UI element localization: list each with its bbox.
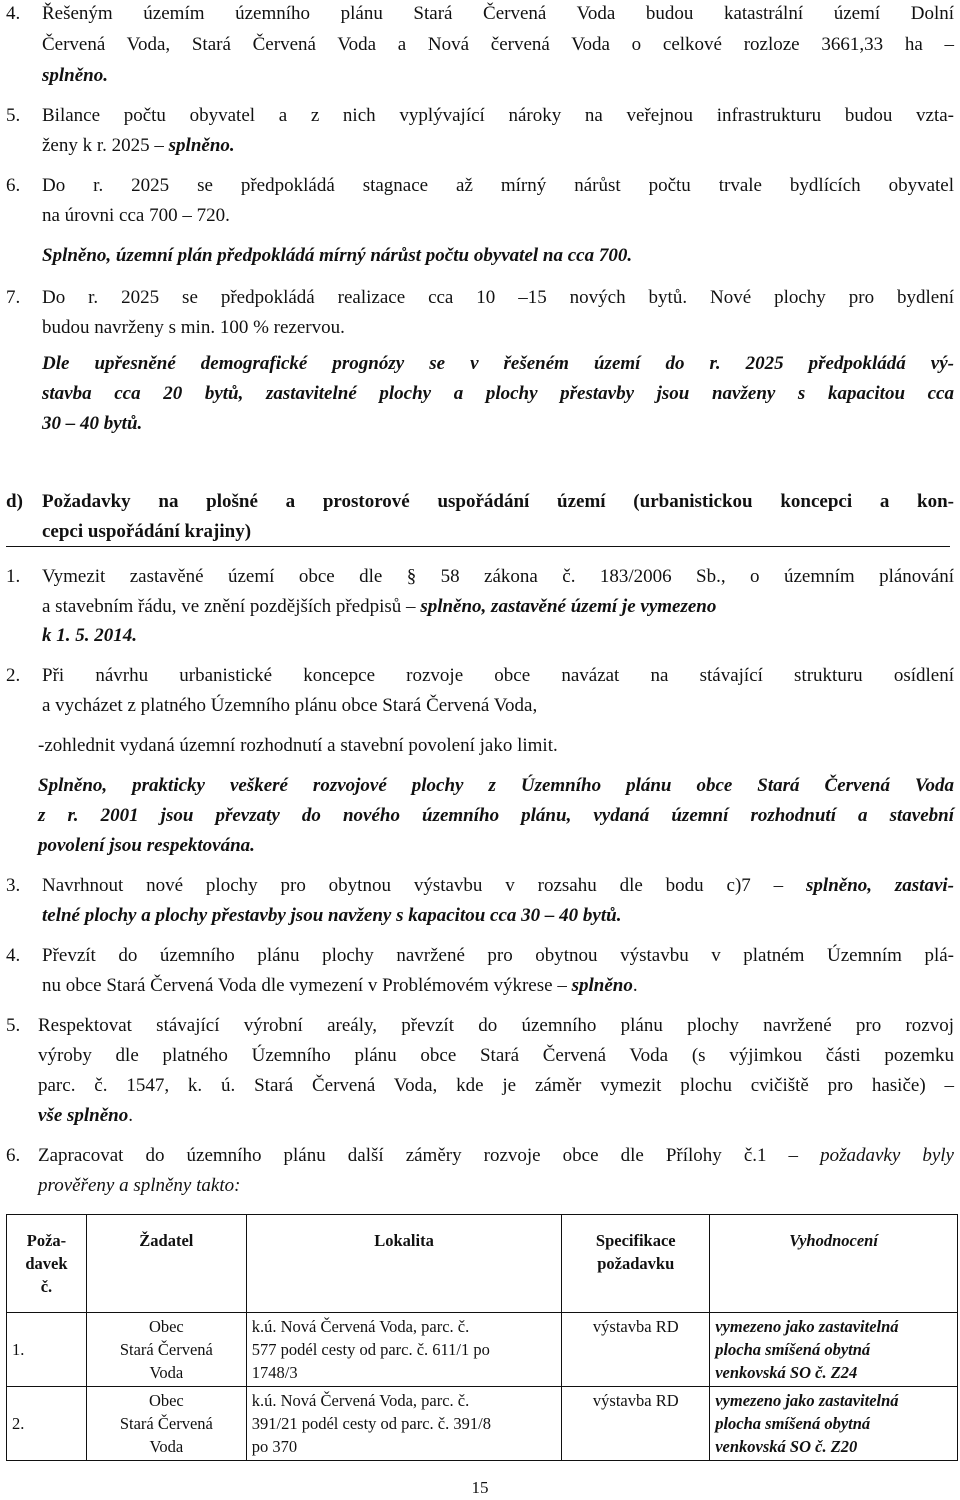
row-locality: k.ú. Nová Červená Voda, parc. č. 577 podél cesty od parc. č. 611/1 po 1748/3 [246, 1313, 562, 1387]
item-7-number: 7. [6, 287, 21, 308]
d2-status-line-3: povolení jsou respektována. [38, 835, 255, 856]
item-7-line-1: Do r. 2025 se předpokládá realizace cca 10 –15 nových bytů. Nové plochy pro bydlení [42, 287, 954, 308]
item-5-line-2 [42, 134, 235, 158]
d6-line-1 [38, 1144, 954, 1168]
header-evaluation: Vyhodnocení [710, 1215, 958, 1313]
row-specification: výstavba RD [562, 1313, 710, 1387]
item-5-number: 5. [6, 105, 21, 126]
d2-line-3: -zohlednit vydaná územní rozhodnutí a stavební povolení jako limit. [38, 735, 558, 756]
d2-line-2: a vycházet z platného Územního plánu obce Stará Červená Voda, [42, 695, 538, 716]
d1-status-date: k 1. 5. 2014. [42, 625, 137, 646]
item-7-status-line-1: Dle upřesněné demografické prognózy se v řešeném území do r. 2025 předpokládá vý- [42, 353, 954, 374]
requests-table [6, 1214, 958, 1461]
d4-line-1: Převzít do územního plánu plochy navržené pro obytnou výstavbu v platném Územním plá- [42, 945, 954, 966]
header-specification: Specifikace požadavku [562, 1215, 710, 1313]
page-number: 15 [471, 1478, 489, 1497]
section-d-heading-line-2: cepci uspořádání krajiny) [42, 521, 252, 542]
item-5-line-2-text: ženy k r. 2025 – [42, 135, 169, 156]
item-6-status: Splněno, územní plán předpokládá mírný nárůst počtu obyvatel na cca 700. [42, 245, 633, 266]
d1-status: splněno, zastavěné území je vymezeno [420, 596, 717, 617]
d3-status-line-2: telné plochy a plochy přestavby jsou navženy s kapacitou cca 30 – 40 bytů. [42, 905, 622, 926]
row-evaluation: vymezeno jako zastavitelná plocha smíšená obytná venkovská SO č. Z24 [710, 1313, 958, 1387]
item-4-number: 4. [6, 3, 21, 24]
item-6-line-1: Do r. 2025 se předpokládá stagnace až mírný nárůst počtu trvale bydlících obyvatel [42, 175, 954, 196]
item-6-number: 6. [6, 175, 21, 196]
d5-period: . [128, 1105, 133, 1126]
d5-line-3: parc. č. 1547, k. ú. Stará Červená Voda, kde je záměr vymezit plochu cvičiště pro hasiče) – [38, 1075, 954, 1096]
d5-line-2: výroby dle platného Územního plánu obce Stará Červená Voda (s výjimkou části pozemku [38, 1045, 954, 1066]
d6-line-2: prověřeny a splněny takto: [38, 1175, 241, 1196]
d6-status: požadavky byly [820, 1145, 954, 1166]
d4-line-2 [42, 974, 638, 998]
d4-number: 4. [6, 945, 21, 966]
header-applicant: Žadatel [86, 1215, 246, 1313]
d3-line-1-text: Navrhnout nové plochy pro obytnou výstavbu v rozsahu dle bodu c)7 – [42, 875, 807, 896]
d5-status: vše splněno [38, 1105, 129, 1126]
d2-status-line-2: z r. 2001 jsou převzaty do nového územního plánu, vydaná územní rozhodnutí a stavební [38, 805, 954, 826]
row-evaluation: vymezeno jako zastavitelná plocha smíšená obytná venkovská SO č. Z20 [710, 1387, 958, 1461]
d5-line-4 [38, 1104, 133, 1128]
table-header-row [7, 1215, 958, 1313]
header-request-number: Poža- davek č. [7, 1215, 87, 1313]
row-specification: výstavba RD [562, 1387, 710, 1461]
item-5-line-1: Bilance počtu obyvatel a z nich vyplývající nároky na veřejnou infrastrukturu budou vzta- [42, 105, 954, 126]
d4-status: splněno [571, 975, 633, 996]
section-d-underline [6, 546, 950, 547]
d3-number: 3. [6, 875, 21, 896]
d1-number: 1. [6, 566, 21, 587]
item-4-line-2: Červená Voda, Stará Červená Voda a Nová červená Voda o celkové rozloze 3661,33 ha – [42, 34, 954, 55]
row-number: 1. [7, 1313, 87, 1387]
table-row [7, 1387, 958, 1461]
section-d-heading-line-1: Požadavky na plošné a prostorové uspořádání území (urbanistickou koncepci a kon- [42, 491, 954, 512]
row-number: 2. [7, 1387, 87, 1461]
d1-line-2 [42, 595, 716, 619]
d2-number: 2. [6, 665, 21, 686]
item-6-line-2: na úrovni cca 700 – 720. [42, 205, 230, 226]
item-4-line-1: Řešeným územím územního plánu Stará Červená Voda budou katastrální území Dolní [42, 3, 954, 24]
d1-line-2-text: a stavebním řádu, ve znění pozdějších předpisů – [42, 596, 421, 617]
d2-status-line-1: Splněno, prakticky veškeré rozvojové plochy z Územního plánu obce Stará Červená Voda [38, 775, 954, 796]
item-7-line-2: budou navrženy s min. 100 % rezervou. [42, 317, 345, 338]
d5-line-1: Respektovat stávající výrobní areály, převzít do územního plánu plochy navržené pro rozvoj [38, 1015, 954, 1036]
header-locality: Lokalita [246, 1215, 562, 1313]
row-locality: k.ú. Nová Červená Voda, parc. č. 391/21 podél cesty od parc. č. 391/8 po 370 [246, 1387, 562, 1461]
item-5-status: splněno. [168, 135, 235, 156]
section-d-letter: d) [6, 491, 23, 512]
row-applicant: Obec Stará Červená Voda [86, 1313, 246, 1387]
d3-line-1 [42, 874, 954, 898]
d1-line-1: Vymezit zastavěné území obce dle § 58 zákona č. 183/2006 Sb., o územním plánování [42, 566, 954, 587]
d4-period: . [632, 975, 638, 996]
d5-number: 5. [6, 1015, 21, 1036]
item-7-status-line-2: stavba cca 20 bytů, zastavitelné plochy a plochy přestavby jsou navženy s kapacitou cca [42, 383, 954, 404]
item-7-status-line-3: 30 – 40 bytů. [42, 413, 143, 434]
d6-number: 6. [6, 1145, 21, 1166]
d2-line-1: Při návrhu urbanistické koncepce rozvoje obce navázat na stávající strukturu osídlení [42, 665, 954, 686]
item-4-status: splněno. [42, 65, 108, 86]
d4-line-2-text: nu obce Stará Červená Voda dle vymezení v Problémovém výkrese – [42, 975, 572, 996]
d6-line-1-text: Zapracovat do územního plánu další záměry rozvoje obce dle Přílohy č.1 – [38, 1145, 821, 1166]
row-applicant: Obec Stará Červená Voda [86, 1387, 246, 1461]
d3-status: splněno, zastavi- [806, 875, 954, 896]
table-row [7, 1313, 958, 1387]
